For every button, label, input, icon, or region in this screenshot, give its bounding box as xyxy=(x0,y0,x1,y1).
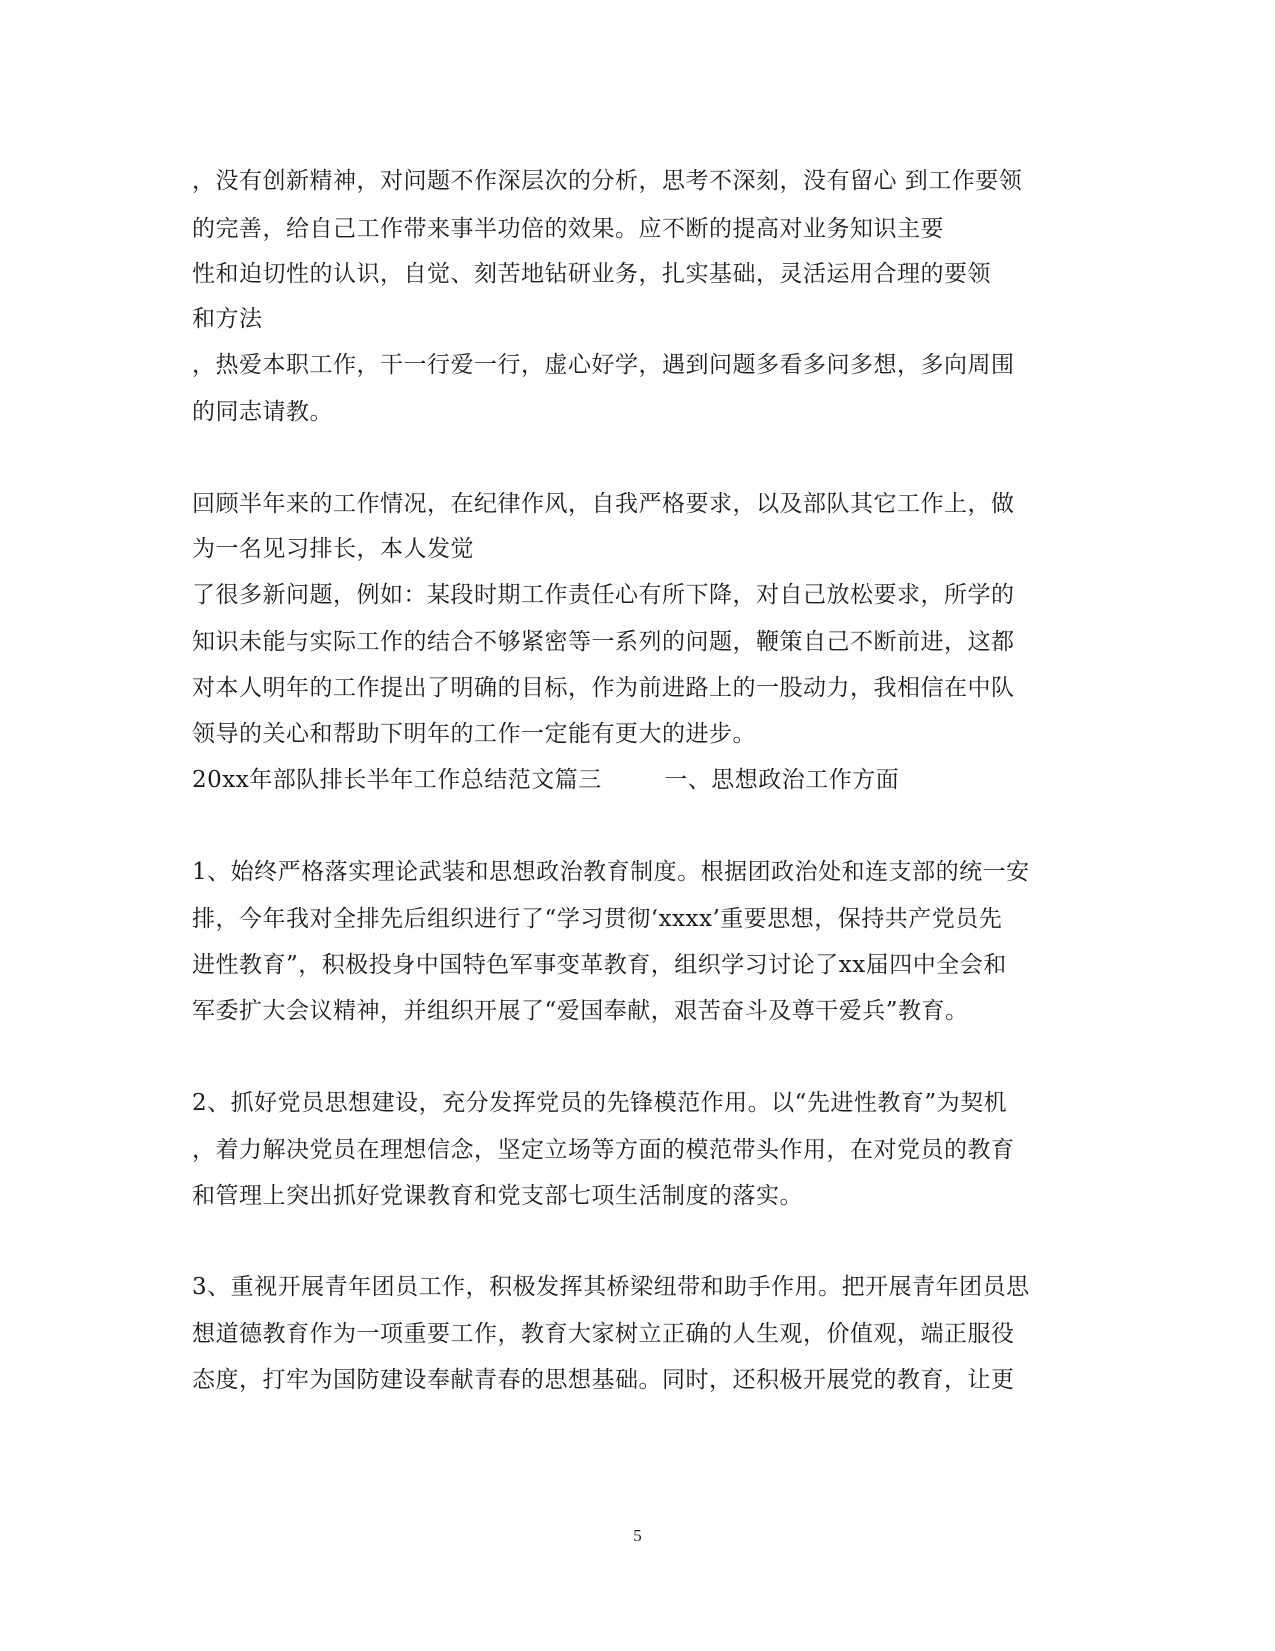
text-line: 3、重视开展青年团员工作，积极发挥其桥梁纽带和助手作用。把开展青年团员思 xyxy=(192,1274,1030,1300)
text-line: 性和迫切性的认识，自觉、刻苦地钻研业务，扎实基础，灵活运用合理的要领 xyxy=(192,261,991,287)
text-line: 想道德教育作为一项重要工作，教育大家树立正确的人生观，价值观，端正服役 xyxy=(192,1321,1015,1347)
text-line: 了很多新问题，例如：某段时期工作责任心有所下降，对自己放松要求，所学的 xyxy=(192,582,1015,608)
text-line: 1、始终严格落实理论武装和思想政治教育制度。根据团政治处和连支部的统一安 xyxy=(192,859,1030,885)
text-line: 的同志请教。 xyxy=(192,399,333,425)
text-line: ，热爱本职工作，干一行爱一行，虚心好学，遇到问题多看多问多想，多向周围 xyxy=(192,352,1015,378)
text-line: 和方法 xyxy=(192,306,263,332)
section-heading: 20xx年部队排长半年工作总结范文篇三 一、思想政治工作方面 xyxy=(192,767,900,793)
text-line: 对本人明年的工作提出了明确的目标，作为前进路上的一股动力，我相信在中队 xyxy=(192,675,1015,701)
text-line: 知识未能与实际工作的结合不够紧密等一系列的问题，鞭策自己不断前进，这都 xyxy=(192,629,1015,655)
text-line: 进性教育”，积极投身中国特色军事变革教育，组织学习讨论了xx届四中全会和 xyxy=(192,952,1007,978)
text-line: 军委扩大会议精神，并组织开展了“爱国奉献，艰苦奋斗及尊干爱兵”教育。 xyxy=(192,998,969,1024)
text-line: 态度，打牢为国防建设奉献青春的思想基础。同时，还积极开展党的教育，让更 xyxy=(192,1367,1015,1393)
text-line: 2、抓好党员思想建设，充分发挥党员的先锋模范作用。以“先进性教育”为契机 xyxy=(192,1090,1008,1116)
text-line: 和管理上突出抓好党课教育和党支部七项生活制度的落实。 xyxy=(192,1183,803,1209)
text-line: ，着力解决党员在理想信念，坚定立场等方面的模范带头作用，在对党员的教育 xyxy=(192,1137,1015,1163)
text-line: 为一名见习排长，本人发觉 xyxy=(192,536,474,562)
text-line: 回顾半年来的工作情况，在纪律作风，自我严格要求，以及部队其它工作上，做 xyxy=(192,491,1015,517)
text-line: 的完善，给自己工作带来事半功倍的效果。应不断的提高对业务知识主要 xyxy=(192,216,944,242)
text-line: 排，今年我对全排先后组织进行了“学习贯彻‘xxxx’重要思想，保持共产党员先 xyxy=(192,906,1003,932)
text-line: 领导的关心和帮助下明年的工作一定能有更大的进步。 xyxy=(192,721,756,747)
text-line: ，没有创新精神，对问题不作深层次的分析，思考不深刻，没有留心 到工作要领 xyxy=(192,168,1023,194)
page-number: 5 xyxy=(633,1526,642,1545)
